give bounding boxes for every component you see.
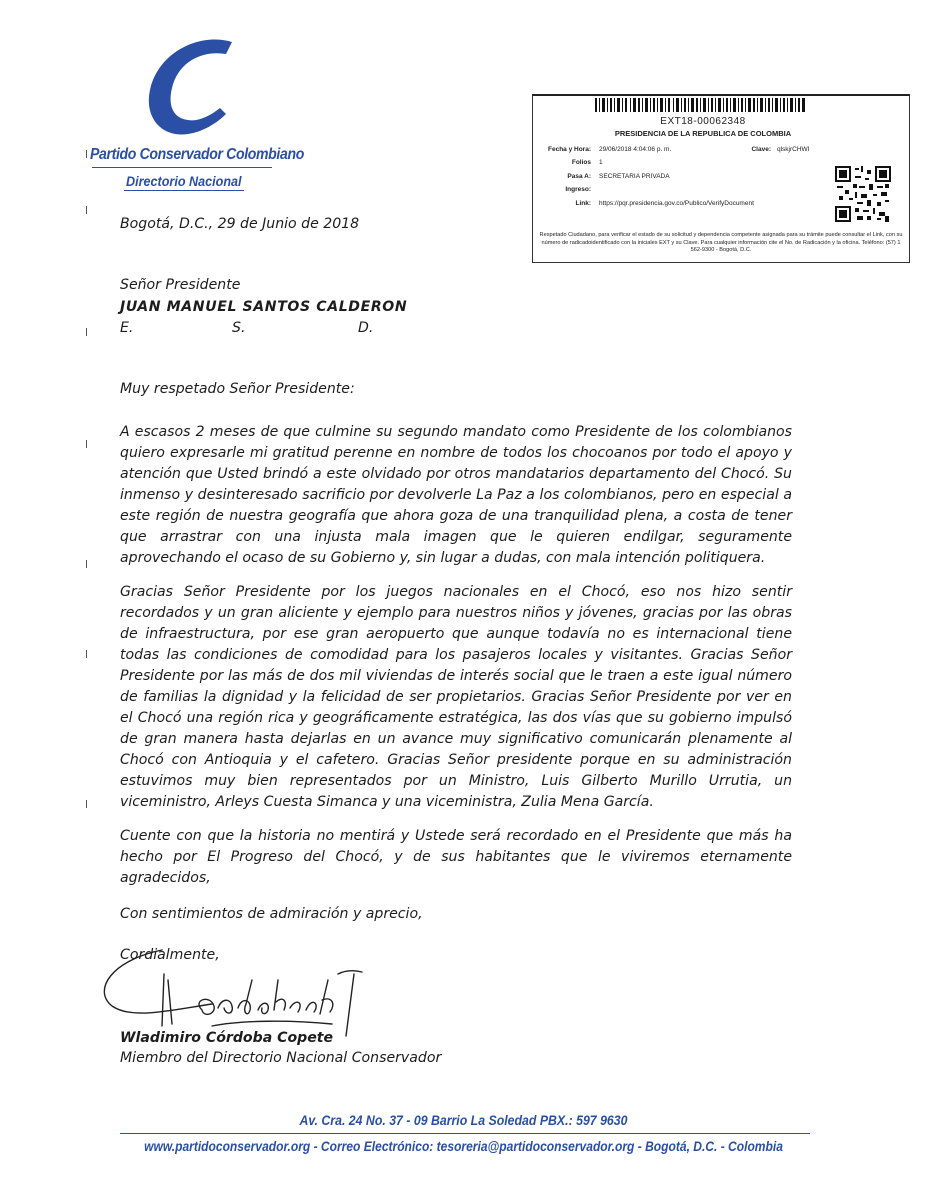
- handwritten-signature: [92, 940, 392, 1040]
- letter-paragraph-3: Cuente con que la historia no mentirá y Ustede será recordado en el Presidente que más ha hecho por El Progreso del Chocó, y de sus habitantes que le viviremos eternamente agradecidos,: [120, 828, 792, 886]
- party-directory: Directorio Nacional: [126, 173, 242, 189]
- footer-address: Av. Cra. 24 No. 37 - 09 Barrio La Soledad PBX.: 597 9630: [299, 1112, 628, 1128]
- letter-date: Bogotá, D.C., 29 de Junio de 2018: [120, 216, 360, 232]
- margin-tick: [86, 150, 87, 158]
- stamp-label-clave: Clave:: [751, 146, 771, 153]
- margin-tick: [86, 206, 87, 214]
- stamp-label-pasa: Pasa A:: [567, 173, 591, 180]
- barcode-icon: [595, 98, 805, 112]
- letter-cordial: Cordialmente,: [120, 947, 220, 963]
- party-directory-underline: [124, 190, 244, 191]
- party-name-underline: [92, 167, 272, 168]
- stamp-value-fecha: 29/06/2018 4:04:06 p. m.: [599, 146, 672, 153]
- stamp-institution: PRESIDENCIA DE LA REPUBLICA DE COLOMBIA: [614, 129, 792, 138]
- stamp-label-link: Link:: [575, 200, 591, 207]
- stamp-value-folios: 1: [599, 159, 603, 166]
- letter-paragraph-2: Gracias Señor Presidente por los juegos nacionales en el Chocó, eso nos hizo sentir recordados y un gran aliciente y ejemplo para nuestros niños y jóvenes, gracias por las obras de infraestructura, por ese gran aeropuerto que aunque todavía no es internacional tiene todas las condiciones de comodidad para los pasajeros locales y visitantes. Gracias Señor Presidente por las más de dos mil viviendas de interés social que le traen a este igual número de familias la dignidad y la felicidad de ser propietarios. Gracias Señor Presidente por ver en el Chocó una región rica y geográficamente estratégica, las dos vías que su gobierno impulsó de gran manera hasta dejarlas en un avance muy significativo comunicarán plenamente al Chocó con Antioquia y el cafetero. Gracias Señor presidente porque en su administración estuvimos muy bien representados por un Ministro, Luis Gilberto Murillo Urrutia, un viceministro, Arleys Cuesta Simanca y una viceministra, Zulia Mena García.: [120, 584, 792, 810]
- esd-d: D.: [358, 320, 374, 336]
- letter-paragraph-1: A escasos 2 meses de que culmine su segundo mandato como Presidente de los colombianos quiero expresarle mi gratitud perenne en nombre de todos los chocoanos por todo el apoyo y atención que Usted brindó a este olvidado por otros mandatarios departamento del Chocó. Su inmenso y desinteresado sacrificio por devolverle La Paz a los colombianos, pero en especial a este región de nuestra geografía que ahora goza de una tranquilidad plena, a costa de tener que arrastrar con una injusta mala imagen que le quieren endilgar, seguramente aprovechando el ocaso de su Gobierno y, sin lugar a dudas, con mala intención politiquera.: [120, 424, 792, 566]
- filing-stamp: [532, 94, 910, 263]
- esd-s: S.: [232, 320, 246, 336]
- party-name: Partido Conservador Colombiano: [90, 146, 304, 163]
- margin-tick: [86, 440, 87, 448]
- recipient-name: JUAN MANUEL SANTOS CALDERON: [120, 299, 408, 315]
- stamp-value-link: https://pqr.presidencia.gov.co/Publico/VerifyDocument: [599, 200, 754, 207]
- margin-tick: [86, 328, 87, 336]
- stamp-value-clave: qlskjrCHWI: [777, 146, 810, 153]
- stamp-label-fecha: Fecha y Hora:: [548, 146, 591, 153]
- esd-e: E.: [120, 320, 134, 336]
- footer-divider: [120, 1133, 810, 1134]
- stamp-label-ingreso: Ingreso:: [565, 186, 591, 193]
- party-logo-c: [140, 34, 250, 144]
- margin-tick: [86, 650, 87, 658]
- signer-name: Wladimiro Córdoba Copete: [120, 1030, 334, 1046]
- letter-greeting: Muy respetado Señor Presidente:: [120, 381, 355, 397]
- letter-closing: Con sentimientos de admiración y aprecio,: [120, 906, 423, 922]
- stamp-value-pasa: SECRETARIA PRIVADA: [599, 173, 670, 180]
- stamp-note: Respetado Ciudadano, para verificar el estado de su solicitud y dependencia competente asignada para su trámite puede consultar el Link, con su número de radicadoidentificado con la iniciales EXT y su Clave. Para cualquier información cite el No. de Radicación y la oficina. Teléfono: (57) 1 562-9300 - Bogotá, D.C.: [539, 232, 903, 254]
- stamp-radicado: EXT18-00062348: [660, 116, 746, 127]
- margin-tick: [86, 560, 87, 568]
- margin-tick: [86, 800, 87, 808]
- stamp-label-folios: Folios: [571, 159, 591, 166]
- footer-contact: www.partidoconservador.org - Correo Electrónico: tesoreria@partidoconservador.org - Bogotá, D.C. - Colombia: [144, 1138, 783, 1154]
- qr-code-icon: [835, 166, 891, 222]
- signer-role: Miembro del Directorio Nacional Conservador: [120, 1050, 442, 1066]
- recipient-title: Señor Presidente: [120, 277, 241, 293]
